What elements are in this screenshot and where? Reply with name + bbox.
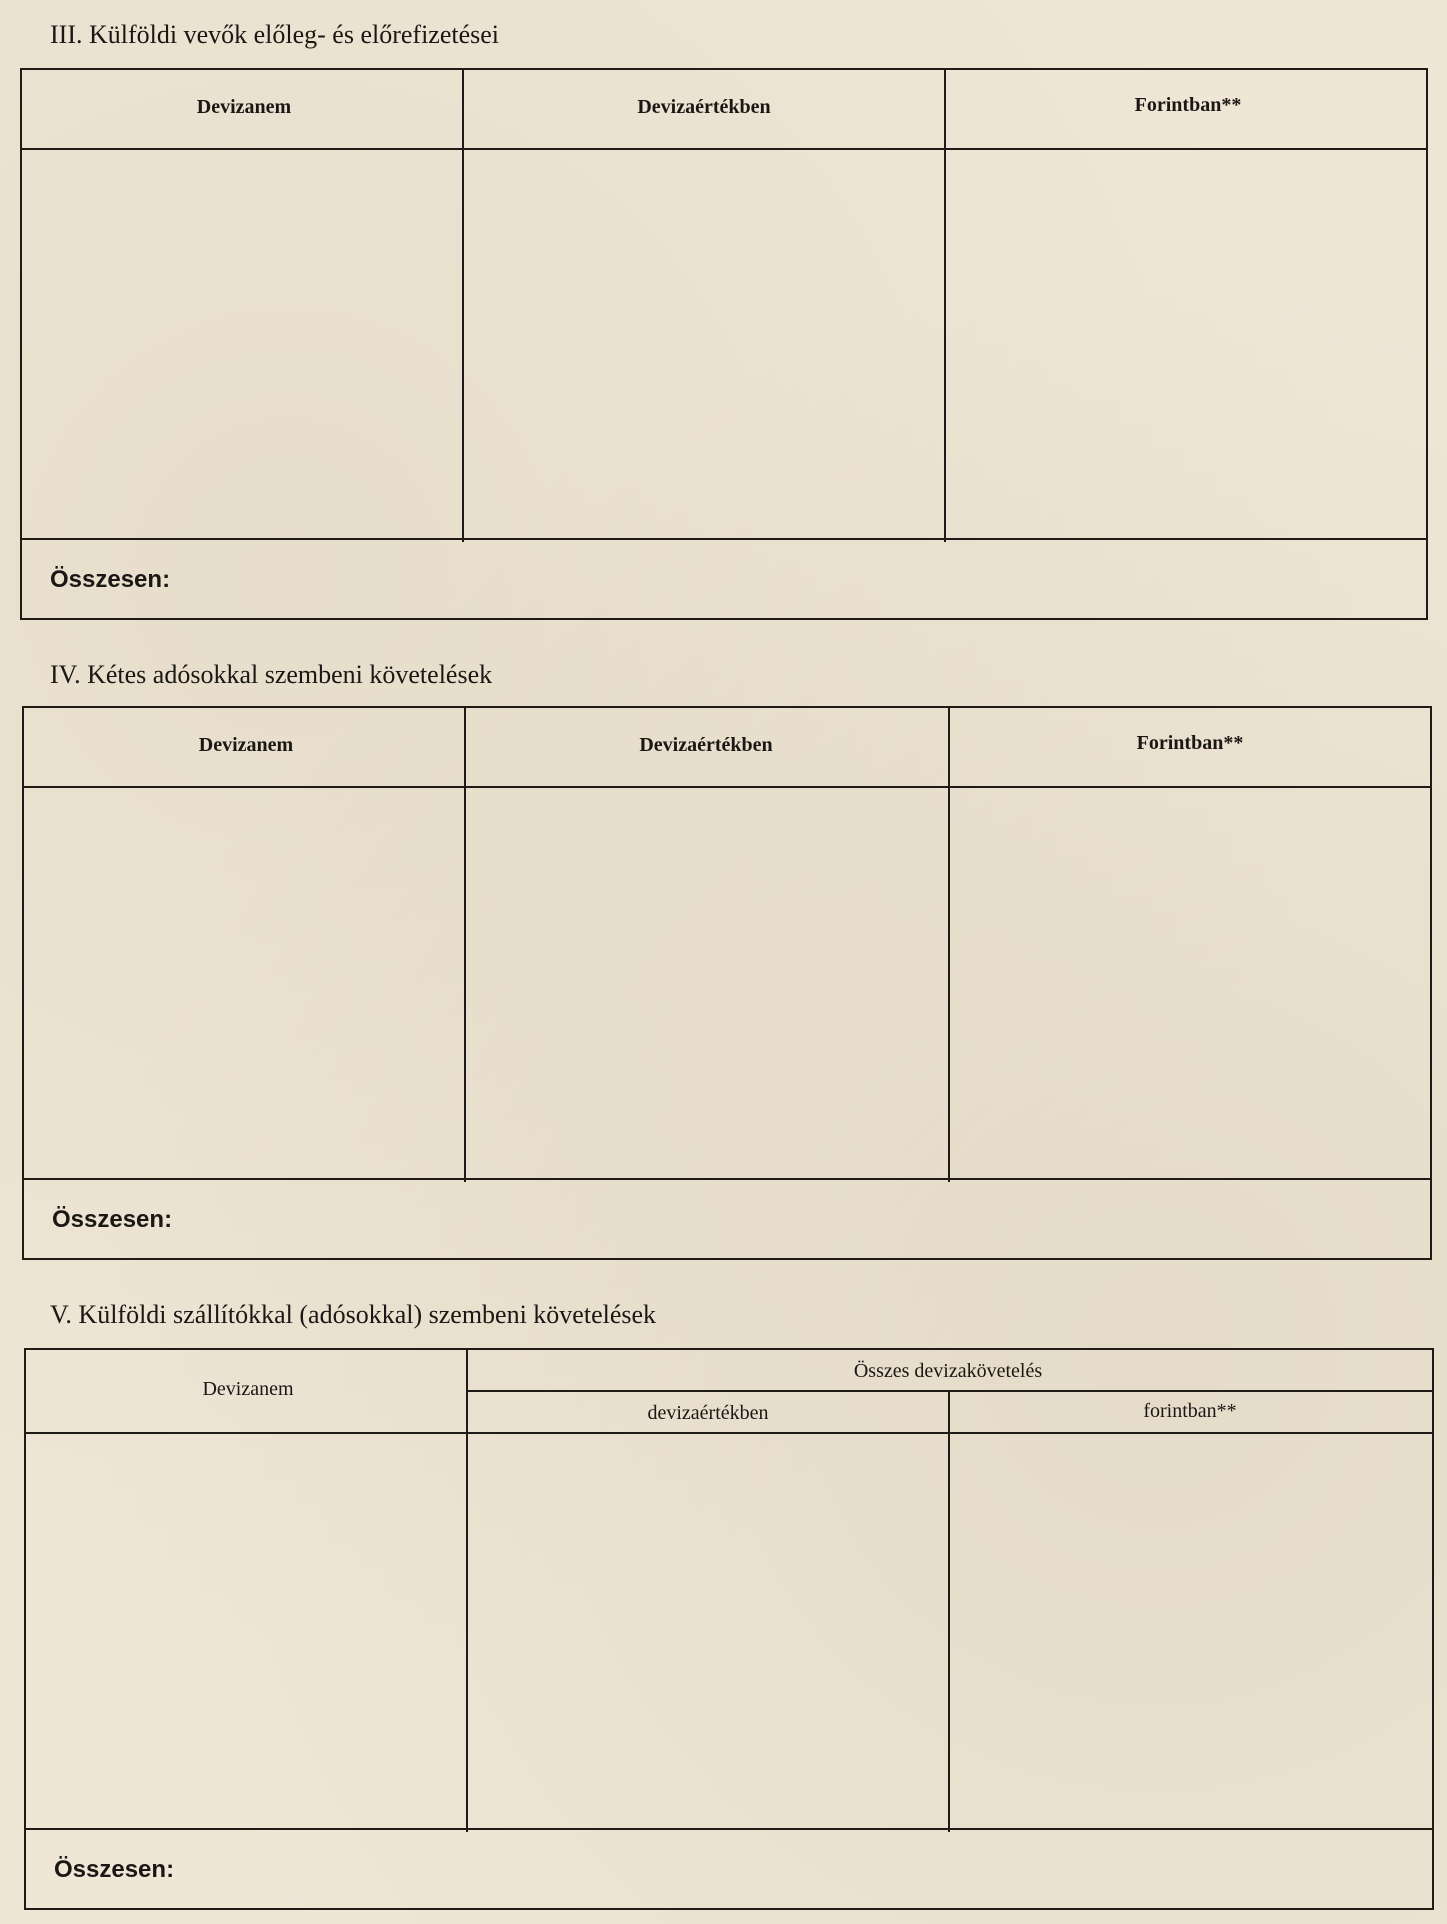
column-header-devizanem: Devizanem [202,1378,294,1400]
total-label: Összesen: [52,1206,173,1233]
table-body[interactable] [24,788,1430,1182]
column-header-forintban: forintban** [1143,1400,1237,1422]
table-v [24,1348,1434,1910]
column-header-group-osszes-devizakoveteles: Összes devizakövetelés [853,1360,1043,1382]
total-row [26,1828,1432,1908]
table-header [24,708,1430,788]
table-body[interactable] [22,150,1426,542]
table-iii [20,68,1428,620]
total-label: Összesen: [50,566,171,593]
section-title-v: V. Külföldi szállítókkal (adósokkal) szembeni követelések [50,1300,657,1329]
column-header-devizaertekben: Devizaértékben [639,734,773,756]
column-header-devizanem: Devizanem [198,734,294,756]
table-header [22,70,1426,150]
column-header-forintban: Forintban** [1134,94,1242,116]
table-body[interactable] [26,1434,1432,1832]
column-header-devizanem: Devizanem [196,96,292,118]
column-header-devizaertekben: devizaértékben [647,1402,769,1424]
table-iv [22,706,1432,1260]
subheader-divider [468,1390,1432,1392]
section-title-iii: III. Külföldi vevők előleg- és előrefizetései [50,20,500,49]
section-title-iv: IV. Kétes adósokkal szembeni követelések [50,660,493,689]
total-row [24,1178,1430,1258]
column-header-devizaertekben: Devizaértékben [637,96,771,118]
column-header-forintban: Forintban** [1136,732,1244,754]
total-row [22,538,1426,618]
table-header [26,1350,1432,1434]
total-label: Összesen: [54,1856,175,1883]
